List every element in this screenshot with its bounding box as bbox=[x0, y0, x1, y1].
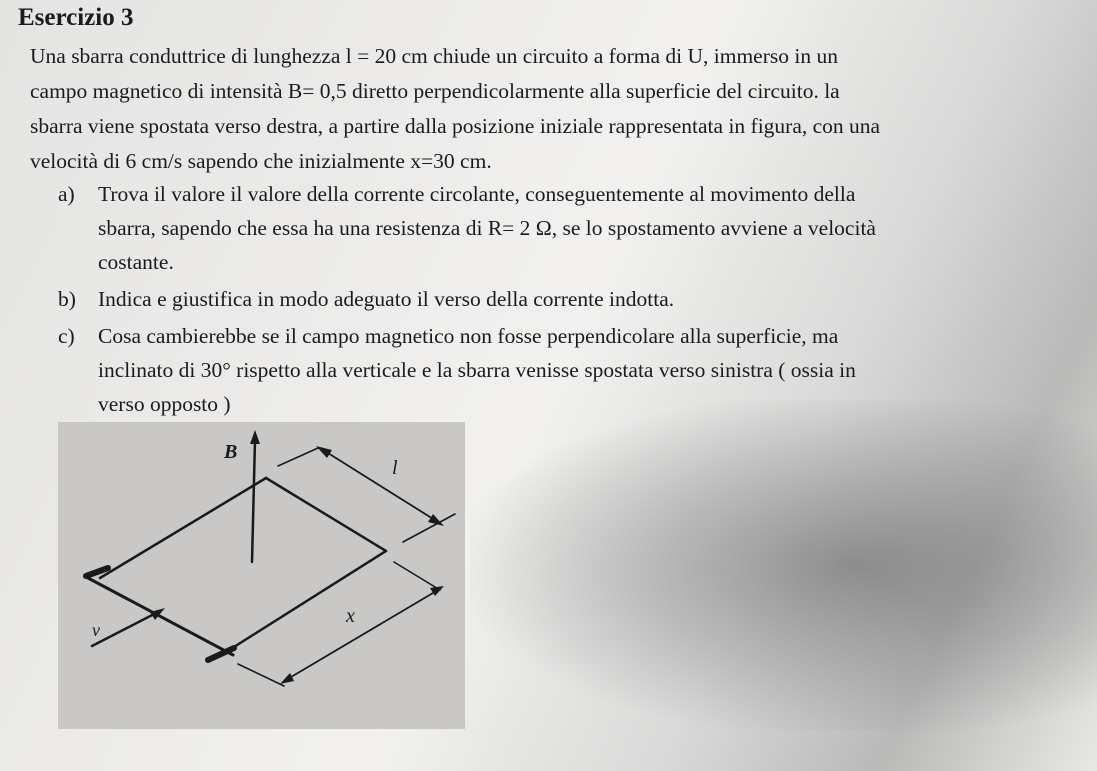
question-line: Trova il valore il valore della corrente circolante, conseguentemente al movimento della bbox=[98, 182, 856, 206]
dimension-x-ext-2 bbox=[238, 664, 284, 686]
paper-shadow bbox=[470, 400, 1097, 730]
question-line: Indica e giustifica in modo adeguato il verso della corrente indotta. bbox=[98, 287, 675, 311]
question-label: b) bbox=[58, 287, 76, 311]
question-b bbox=[58, 282, 1078, 316]
question-text bbox=[98, 177, 876, 279]
field-arrowhead bbox=[250, 430, 260, 444]
dimension-l-arrowhead-1 bbox=[316, 446, 332, 458]
statement-line: sbarra viene spostata verso destra, a partire dalla posizione iniziale rappresentata in figura, con una bbox=[30, 114, 881, 138]
circuit-diagram bbox=[58, 422, 465, 729]
dimension-x-line bbox=[286, 590, 438, 680]
question-line: verso opposto ) bbox=[98, 392, 231, 416]
dimension-x-ext-1 bbox=[394, 562, 440, 590]
statement-line: campo magnetico di intensità B= 0,5 diretto perpendicolarmente alla superficie del circuito. la bbox=[30, 79, 840, 103]
circuit-rail-bottom bbox=[226, 551, 386, 652]
question-label: a) bbox=[58, 182, 75, 206]
question-label: c) bbox=[58, 324, 75, 348]
label-v: v bbox=[92, 620, 100, 640]
statement-line: Una sbarra conduttrice di lunghezza l = 20 cm chiude un circuito a forma di U, immerso in un bbox=[30, 44, 838, 68]
problem-statement bbox=[30, 39, 1080, 179]
question-c bbox=[58, 319, 1078, 423]
dimension-x-arrowhead-2 bbox=[280, 673, 294, 684]
label-B: B bbox=[224, 441, 238, 463]
circuit-rail-top bbox=[100, 478, 266, 578]
dimension-l-ext-1 bbox=[278, 448, 318, 466]
dimension-l-ext-2 bbox=[403, 514, 455, 542]
question-text bbox=[98, 282, 674, 316]
question-line: Cosa cambierebbe se il campo magnetico non fosse perpendicolare alla superficie, ma bbox=[98, 324, 839, 348]
label-x: x bbox=[346, 605, 355, 627]
field-line bbox=[252, 440, 255, 562]
statement-line: velocità di 6 cm/s sapendo che inizialmente x=30 cm. bbox=[30, 149, 492, 173]
label-l: l bbox=[392, 457, 398, 479]
question-text bbox=[98, 319, 856, 421]
exercise-title: Esercizio 3 bbox=[18, 4, 134, 31]
circuit-figure bbox=[58, 422, 465, 729]
conducting-bar bbox=[88, 578, 233, 655]
dimension-l-line bbox=[320, 448, 438, 522]
velocity-arrow bbox=[92, 612, 158, 646]
question-line: inclinato di 30° rispetto alla verticale e la sbarra venisse spostata verso sinistra ( ossia in bbox=[98, 358, 856, 382]
question-a bbox=[58, 177, 1078, 281]
question-line: sbarra, sapendo che essa ha una resistenza di R= 2 Ω, se lo spostamento avviene a velocità bbox=[98, 216, 876, 240]
circuit-rail-right bbox=[266, 478, 386, 551]
question-line: costante. bbox=[98, 250, 174, 274]
